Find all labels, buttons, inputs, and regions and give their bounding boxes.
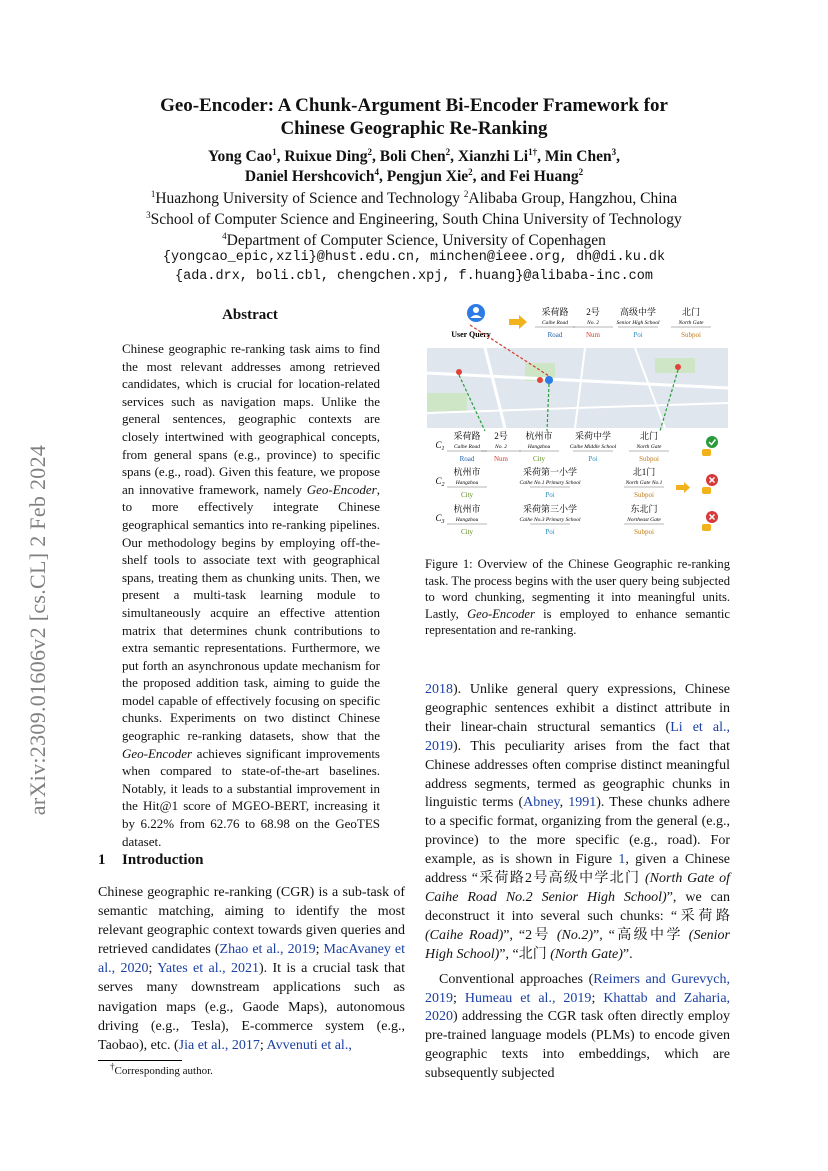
author-sup: 1† [528,146,538,157]
abstract-text: Chinese geographic re-ranking task aims to find the most relevant addresses among retrieved candidates, which is crucial for location-related services such as navigation maps. Unlike the general sentences, geographic contexts are closely intertwined with geographical concepts, from general spans (e.g., province) to specific spans (e.g., road). Given this feature, we propose an innovative framework, namely [122,341,380,497]
affil-text: Department of Computer Science, University of Copenhagen [226,232,606,249]
affil-text: Huazhong University of Science and Technology [155,190,464,207]
chunk-tag-label: Poi [633,331,643,339]
body-paragraph [425,681,730,965]
chunk-tag-label: City [460,491,474,499]
abstract-emphasis: Geo-Encoder [122,745,193,761]
body-text: ”, “2号 [503,927,557,943]
chunk-chinese-text: 杭州市 [525,431,553,441]
right-arrow-icon [676,482,690,493]
affiliations [0,188,828,251]
abstract-body [122,340,380,850]
email-line-1: {yongcao_epic,xzli}@hust.edu.cn, minchen@ieee.org, dh@di.ku.dk [162,250,666,265]
chunk-chinese-text: 高级中学 [619,307,657,317]
body-text: ). Unlike general query expressions, Chinese geographic sentences exhibit a distinct attribute in their linear-chain structural semantics ( [425,682,730,735]
author-name: Min Chen [544,148,612,165]
author-sup: 2 [468,166,473,177]
body-text: , given a Chinese address “采荷路2号高级中学北门 [425,852,730,887]
affil-text: School of Computer Science and Engineering, South China University of Technology [150,211,682,228]
address-chunk [616,306,660,339]
section-title: Introduction [122,852,204,868]
chunk-tag-label: City [532,455,546,463]
body-text: ; [453,990,465,1006]
address-chunk [519,503,581,536]
author-sep: , and [472,168,510,185]
author-name: Yong Cao [207,148,273,165]
address-chunk [519,466,581,499]
map-panel [427,325,728,431]
affil-sup: 2 [463,188,469,199]
author-line-1 [0,147,828,167]
body-emphasis: (No.2) [556,927,593,943]
candidate-pin-icon [456,369,462,375]
check-icon [706,436,718,448]
candidate-label: $C_1$ [435,440,445,452]
author-sep: , [537,148,545,165]
address-chunk [624,503,664,536]
affil-sup: 4 [222,230,227,241]
body-text: ; [148,961,158,977]
affiliation-line-2 [0,209,828,230]
citation-link[interactable]: Jia et al., 2017 [178,1037,260,1053]
chunk-tag-label: Subpoi [634,491,654,499]
author-sup: 2 [578,166,584,177]
affil-text: Alibaba Group, Hangzhou, China [468,190,678,207]
user-icon-head [473,307,479,313]
body-emphasis: (North Gate of Caihe Road No.2 Senior High School) [425,871,730,905]
chunk-english-text: Northeast Gate [627,517,661,523]
citation-link[interactable]: MacAvaney et al., 2020 [98,942,405,977]
citation-link[interactable]: 2018 [425,682,453,697]
chunk-english-text: Caihe No.3 Primary School [519,517,581,523]
author-sep: , [372,148,380,165]
body-text: Conventional approaches ( [439,971,594,987]
caption-text: Figure 1: Overview of the Chinese Geographic re-ranking task. The process begins with the user query being subjected to word chunking, segmenting it into meaningful units. Lastly, [425,557,730,621]
chunk-english-text: Caihe Middle School [569,444,617,450]
candidate-label: $C_3$ [435,513,445,525]
chunk-tag-label: Num [494,455,508,463]
address-chunk [519,430,559,463]
body-text: ”, “北门 [499,946,551,962]
user-location-pin-icon [545,376,553,384]
chunk-chinese-text: 北门 [681,307,701,317]
affil-sup: 3 [146,209,151,220]
chunk-english-text: North Gate No.1 [625,480,663,486]
citation-link[interactable]: Yates et al., 2021 [157,961,259,977]
thumb-icon [702,524,711,531]
address-chunk [570,430,617,463]
address-chunk [573,307,613,339]
author-line-2 [0,167,828,187]
author-name: Pengjun Xie [386,168,469,185]
abstract-emphasis: Geo-Encoder [306,481,377,497]
chunk-english-text: Hangzhou [455,480,479,486]
chunk-tag-label: Num [586,331,600,339]
abstract-heading: Abstract [222,307,278,323]
footnote-text: Corresponding author. [114,1065,213,1077]
right-column-body [425,681,730,1084]
chunk-english-text: Caihe No.1 Primary School [519,480,581,486]
chunk-chinese-text: 采荷第三小学 [522,504,578,514]
body-text: Chinese geographic re-ranking (CGR) is a sub-task of semantic matching, aiming to identify the most relevant geographic context towards given queries and retrieved candidates ( [98,885,405,958]
chunk-tag-label: Poi [545,491,555,499]
affil-sup: 1 [150,188,156,199]
chunk-chinese-text: 北门 [639,431,659,441]
figure-caption [425,556,730,639]
body-paragraph [425,971,730,1084]
body-text: ; [315,942,324,958]
footnote [110,1061,213,1077]
chunk-chinese-text: 杭州市 [453,467,481,477]
author-sep: , [379,168,387,185]
body-text: , [559,795,569,811]
affiliation-line-1 [0,188,828,209]
author-sep: , [450,148,458,165]
chunk-english-text: Caihe Road [541,320,569,326]
chunk-tag-label: City [460,528,474,536]
chunk-chinese-text: 北1门 [632,467,656,477]
author-name: Xianzhi Li [457,148,529,165]
chunk-english-text: No. 2 [587,320,599,326]
chunk-chinese-text: 杭州市 [453,504,481,514]
chunk-english-text: North Gate [636,444,662,450]
arxiv-id: arXiv:2309.01606v2 [cs.CL] 2 Feb 2024 [25,444,50,816]
title-line-1: Geo-Encoder: A Chunk-Argument Bi-Encoder Framework for [160,95,668,116]
cross-icon [706,511,718,523]
chunk-english-text: Senior High School [616,320,660,326]
caption-text: is employed to enhance semantic representation and re-ranking. [425,606,730,638]
chunk-tag-label: Road [547,331,563,339]
body-emphasis: (Caihe Road) [425,927,504,943]
cross-icon [706,474,718,486]
chunk-tag-label: Poi [545,528,555,536]
chunk-english-text: Hangzhou [455,517,479,523]
chunk-chinese-text: 采荷路 [453,431,481,441]
author-name: Daniel Hershcovich [244,168,375,185]
chunk-tag-label: Road [459,455,475,463]
chunk-chinese-text: 采荷第一小学 [522,467,578,477]
body-emphasis: (Senior High School) [425,927,730,962]
abstract-text: achieves significant improvements when compared to state-of-the-art baselines. Notably, it leads to a substantial improvement in the Hit@1 score of MGEO-BERT, increasing it by 6.22% from 62.76 to 68.98 on the GeoTES dataset. [122,745,380,849]
chunk-chinese-text: 2号 [586,307,600,317]
chunk-tag-label: Subpoi [681,331,701,339]
address-chunk [624,466,664,499]
author-list [0,147,828,187]
paper-title [0,94,828,140]
author-sup: 1 [272,146,277,157]
address-chunk [481,431,521,463]
chunk-tag-label: Poi [588,455,598,463]
author-sup: 2 [367,146,373,157]
footnote-mark: † [110,1061,115,1072]
citation-link[interactable]: Abney [523,795,560,811]
chunk-tag-label: Subpoi [639,455,659,463]
figure-1 [425,303,730,545]
caption-emphasis: Geo-Encoder [467,606,535,621]
author-sup: 4 [374,166,379,177]
body-text: ). These chunks adhere to a specific format, organizing from the general (e.g., province) to the more specific (e.g., road). For example, as is shown in Figure [425,795,730,868]
citation-link[interactable]: Khattab and Zaharia, 2020 [425,990,731,1025]
abstract-text: , to more effectively integrate Chinese geographical semantics into re-ranking pipelines. Our methodology begins by employing off-the-shelf tools to associate text with geographical spans, treating them as chunking units. Then, we present a multi-task learning module to simultaneously acquire an effective attention matrix that determines chunk contributions to extra semantic representations. Furthermore, we put forth an asynchronous update mechanism for the proposed addition task, aiming to guide the model capable of effectively focusing on specific chunks. Experiments on two distinct Chinese geographic re-ranking datasets, show that the [122,481,380,744]
author-sep: , [276,148,285,165]
address-chunk [447,430,487,463]
section-number: 1 [98,852,106,868]
address-chunk [629,430,669,463]
thumb-icon [702,487,711,494]
citation-link[interactable]: Avvenuti et al., [266,1037,352,1053]
author-name: Boli Chen [379,148,446,165]
right-arrow-icon [509,315,527,329]
address-chunk [447,466,487,499]
chunk-chinese-text: 2号 [494,431,508,441]
query-chunks [535,306,711,339]
citation-link[interactable]: Reimers and Gurevych, 2019 [425,971,730,1006]
citation-link[interactable]: Li et al., 2019 [425,719,730,754]
email-block [0,248,828,286]
chunk-english-text: No. 2 [495,444,507,450]
body-emphasis: (North Gate) [550,946,623,962]
body-text: ”. [622,946,633,962]
body-text: ) addressing the CGR task often directly employ pre-trained language models (PLMs) to encode given geographic texts into embeddings, which are subsequently subjected [425,1009,730,1082]
thumb-icon [702,449,711,456]
address-chunk [535,306,575,339]
author-sep: , [616,148,620,165]
chunk-chinese-text: 采荷中学 [574,431,612,441]
author-sup: 3 [611,146,617,157]
body-text: ; [259,1037,267,1053]
title-line-2: Chinese Geographic Re-Ranking [280,118,548,139]
section-heading [98,852,203,869]
author-name: Fei Huang [509,168,579,185]
body-text: ). It is a crucial task that serves many downstream applications such as navigation maps (e.g., Gaode Maps), autonomous driving (e.g., Tesla), E-commerce system (e.g., Taobao), etc. ( [98,961,406,1053]
author-sup: 2 [445,146,451,157]
chunk-english-text: Caihe Road [453,444,481,450]
address-chunk [671,306,711,339]
candidate-pin-icon [537,377,543,383]
chunk-chinese-text: 东北门 [630,504,658,514]
chunk-english-text: North Gate [678,320,704,326]
candidate-rows [435,430,669,536]
candidate-pin-icon [675,364,681,370]
chunk-chinese-text: 采荷路 [541,307,569,317]
author-name: Ruixue Ding [284,148,368,165]
body-text: ”, we can deconstruct it into several such chunks: “采荷路 [425,889,730,924]
body-text: ”, “高级中学 [592,927,689,943]
citation-link[interactable]: 1991 [568,795,597,811]
body-text: ; [591,990,604,1006]
chunk-tag-label: Subpoi [634,528,654,536]
citation-link[interactable]: Humeau et al., 2019 [464,990,592,1006]
citation-link[interactable]: Zhao et al., 2019 [219,942,316,958]
figure-ref-link[interactable]: 1 [618,852,626,868]
email-line-2: {ada.drx, boli.cbl, chengchen.xpj, f.huang}@alibaba-inc.com [175,269,653,284]
chunk-english-text: Hangzhou [527,444,551,450]
candidate-label: $C_2$ [435,476,445,488]
address-chunk [447,503,487,536]
arxiv-stamp [18,380,58,880]
intro-paragraph [98,883,405,1055]
user-query-label: User Query [451,330,491,339]
body-text: ). This peculiarity arises from the fact that Chinese addresses often comprise distinct meaningful address segments, termed as geographic chunks in linguistic terms ( [425,738,730,811]
